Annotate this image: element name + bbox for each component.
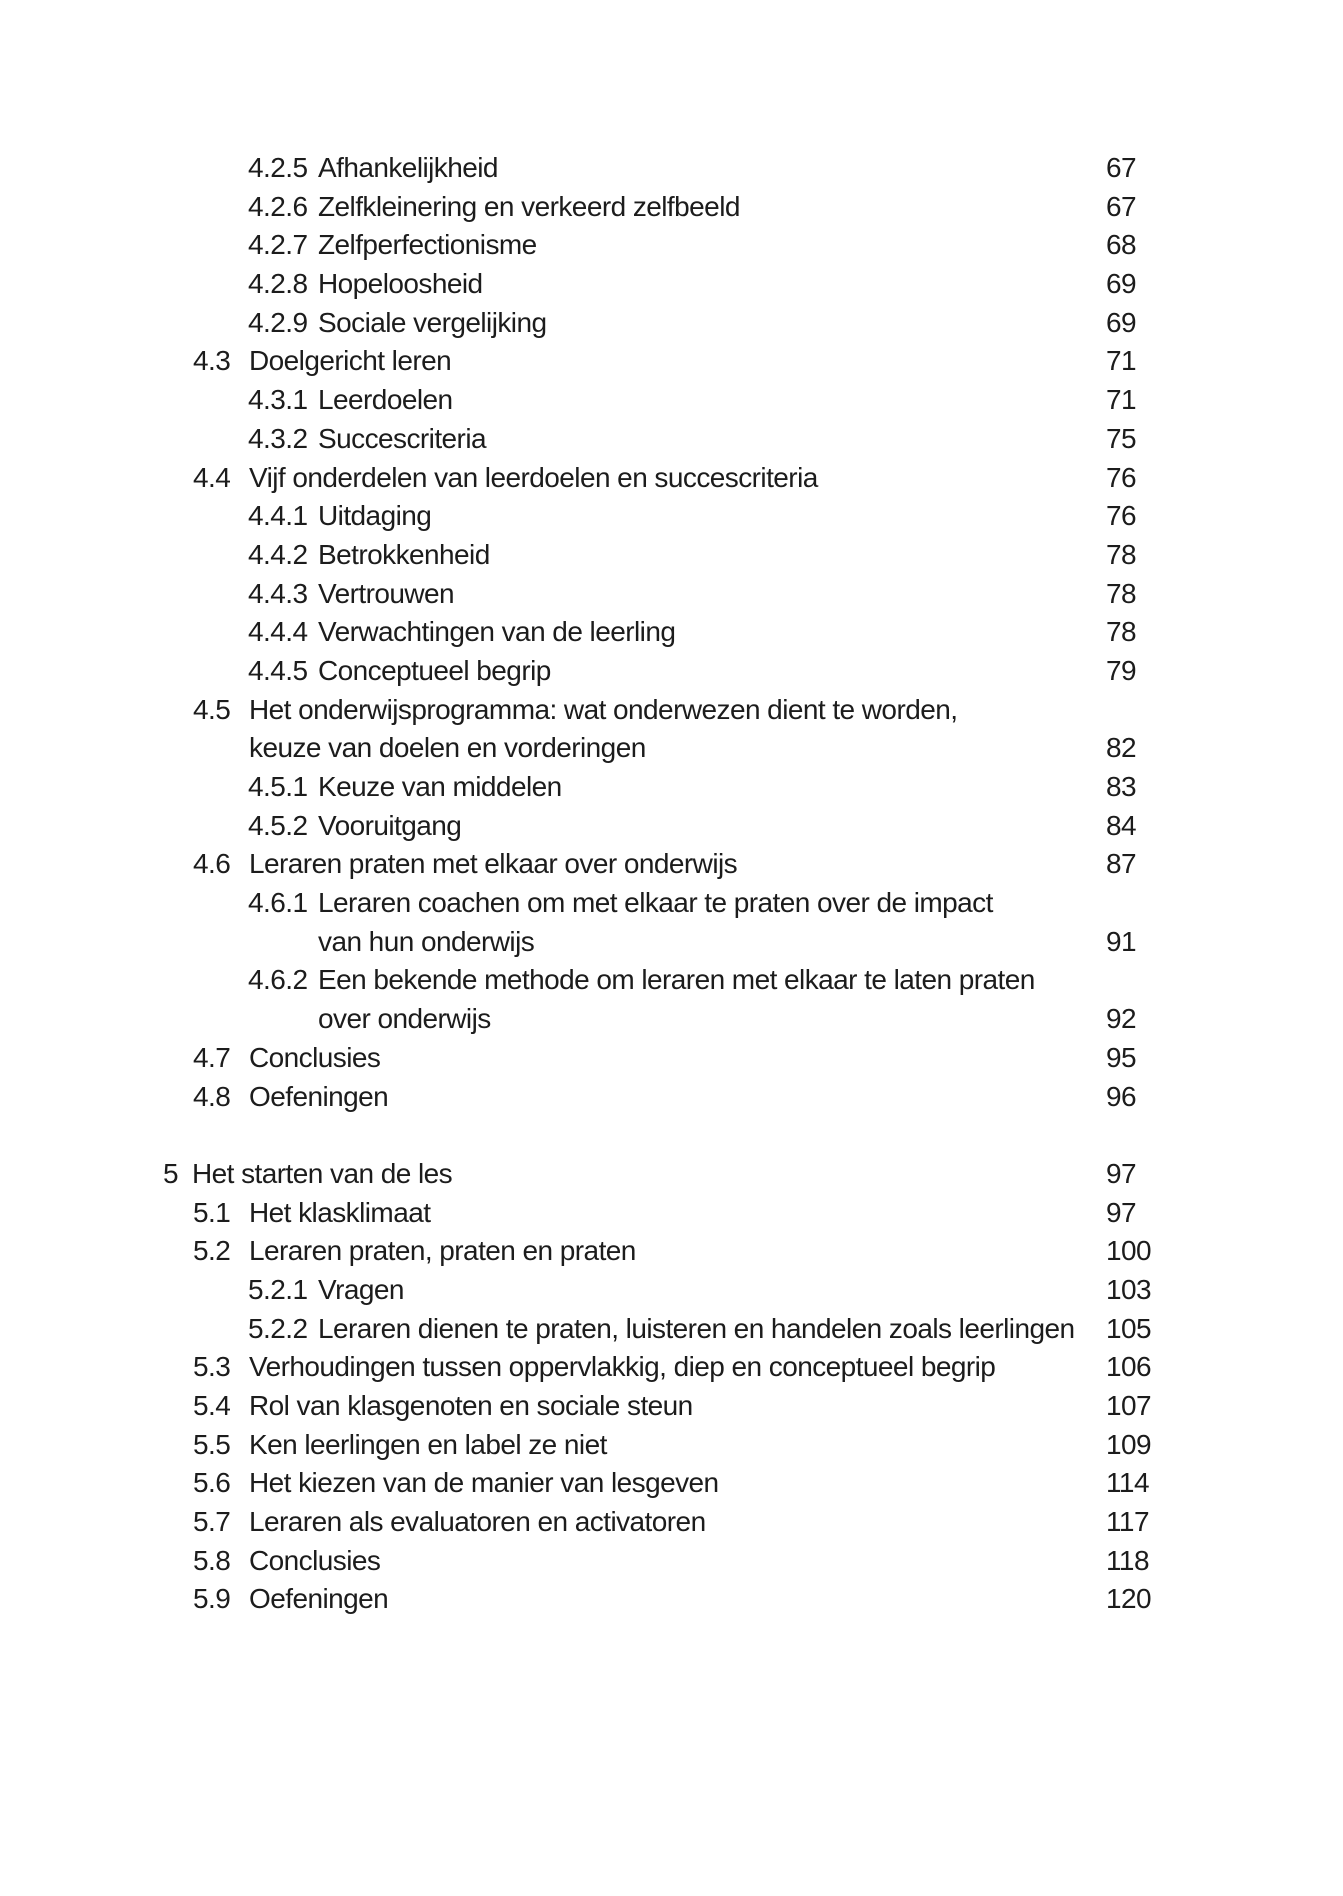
toc-entry-number: 5.2.1 [248, 1273, 308, 1305]
toc-entry-title: over onderwijs [318, 1003, 491, 1035]
toc-entry-title: Rol van klasgenoten en sociale steun [249, 1390, 693, 1421]
toc-entry-line [0, 1271, 1343, 1310]
toc-entry-title: Conclusies [249, 1544, 381, 1576]
toc-entry-line [0, 575, 1343, 614]
toc-entry-page-number: 109 [1106, 1428, 1152, 1460]
toc-entry-page-number: 76 [1106, 461, 1137, 493]
toc-entry-line [0, 729, 1343, 768]
toc-entry-number: 5.3 [193, 1351, 231, 1383]
toc-entry-line [0, 1426, 1343, 1465]
toc-entry-number: 4.2.6 [248, 190, 308, 222]
toc-entry-title: Zelfkleinering en verkeerd zelfbeeld [318, 190, 740, 222]
toc-entry-line [0, 613, 1343, 652]
toc-entry-title: Sociale vergelijking [318, 306, 547, 338]
toc-entry-line [0, 1387, 1343, 1426]
toc-entry-title: Ken leerlingen en label ze niet [249, 1428, 607, 1460]
toc-entry-line [0, 497, 1343, 536]
toc-entry-page-number: 68 [1106, 229, 1137, 261]
toc-entry-title: Conclusies [249, 1041, 381, 1073]
toc-entry-line [0, 188, 1343, 227]
toc-entry-page-number: 82 [1106, 732, 1137, 764]
toc-entry-number: 4.5.1 [248, 771, 308, 802]
toc-entry-number: 5.2.2 [248, 1312, 308, 1344]
toc-entry-number: 4.2.7 [248, 229, 308, 261]
toc-entry-page-number: 96 [1106, 1080, 1137, 1112]
toc-entry-number: 4.8 [193, 1080, 231, 1112]
toc-entry-page-number: 78 [1106, 616, 1137, 648]
toc-entry-line [0, 265, 1343, 304]
toc-entry-line [0, 923, 1343, 962]
toc-entry-line [0, 1078, 1343, 1117]
toc-entry-number: 4.4.1 [248, 500, 308, 532]
toc-entry-line [0, 1155, 1343, 1194]
toc-entry-page-number: 71 [1106, 345, 1137, 377]
toc-entry-page-number: 117 [1106, 1506, 1149, 1538]
toc-entry-page-number: 87 [1106, 848, 1137, 880]
toc-entry-number: 4.6.1 [248, 887, 308, 919]
toc-entry-number: 4.3.1 [248, 384, 308, 416]
toc-entry-line [0, 381, 1343, 420]
toc-entry-line [0, 1000, 1343, 1039]
toc-entry-line [0, 807, 1343, 846]
toc-entry-title: Vijf onderdelen van leerdoelen en succescriteria [249, 461, 818, 493]
toc-entry-page-number: 67 [1106, 190, 1137, 222]
toc-entry-number: 4.4.5 [248, 654, 308, 686]
toc-entry-line [0, 845, 1343, 884]
toc-entry-line [0, 1464, 1343, 1503]
toc-entry-page-number: 92 [1106, 1003, 1137, 1035]
toc-entry-line [0, 342, 1343, 381]
toc-entry-title: Uitdaging [318, 500, 432, 532]
toc-entry-number: 4.3.2 [248, 422, 308, 454]
toc-entry-page-number: 69 [1106, 268, 1137, 300]
toc-entry-number: 4.2.8 [248, 268, 308, 300]
toc-entry-number: 4.3 [193, 345, 231, 377]
toc-entry-number: 4.6.2 [248, 964, 308, 996]
toc-entry-number: 4.5.2 [248, 809, 308, 841]
toc-entry-page-number: 95 [1106, 1041, 1137, 1073]
toc-entry-number: 5.1 [193, 1196, 231, 1228]
toc-entry-page-number: 106 [1106, 1351, 1152, 1383]
toc-entry-page-number: 69 [1106, 306, 1137, 338]
toc-entry-page-number: 78 [1106, 577, 1137, 609]
toc-entry-title: keuze van doelen en vorderingen [249, 732, 646, 764]
toc-entry-line [0, 1232, 1343, 1271]
toc-entry-title: Vooruitgang [318, 809, 462, 841]
toc-entry-line [0, 1039, 1343, 1078]
toc-entry-title: Verwachtingen van de leerling [318, 616, 676, 648]
toc-entry-title: Leraren praten, praten en praten [249, 1235, 636, 1267]
toc-entry-page-number: 76 [1106, 500, 1137, 532]
toc-entry-title: Vertrouwen [318, 577, 455, 609]
toc-entry-page-number: 105 [1106, 1312, 1152, 1344]
toc-entry-number: 4.2.5 [248, 152, 308, 183]
toc-entry-number: 5.7 [193, 1506, 231, 1538]
toc-entry-page-number: 107 [1106, 1390, 1152, 1421]
toc-entry-page-number: 97 [1106, 1157, 1137, 1189]
toc-entry-title: Succescriteria [318, 422, 486, 454]
toc-entry-title: Vragen [318, 1273, 404, 1305]
toc-entry-title: Het starten van de les [192, 1157, 453, 1189]
toc-entry-number: 4.4 [193, 461, 231, 493]
toc-entry-title: Keuze van middelen [318, 771, 562, 802]
toc-entry-number: 5.2 [193, 1235, 231, 1267]
toc-entry-number: 5 [163, 1157, 179, 1189]
toc-entry-title: Betrokkenheid [318, 538, 490, 570]
toc-entry-line [0, 420, 1343, 459]
toc-entry-line [0, 536, 1343, 575]
toc-entry-page-number: 67 [1106, 152, 1137, 183]
toc-entry-page-number: 75 [1106, 422, 1137, 454]
toc-entry-title: Oefeningen [249, 1080, 389, 1112]
toc-entry-line [0, 961, 1343, 1000]
toc-entry-title: Het klasklimaat [249, 1196, 431, 1228]
toc-entry-line [0, 1580, 1343, 1619]
toc-entry-page-number: 100 [1106, 1235, 1152, 1267]
toc-entry-number: 4.7 [193, 1041, 231, 1073]
toc-entry-number: 4.4.2 [248, 538, 308, 570]
toc-entry-title: Hopeloosheid [318, 268, 483, 300]
toc-entry-line [0, 768, 1343, 807]
toc-entry-page-number: 71 [1106, 384, 1137, 416]
toc-entry-page-number: 118 [1106, 1544, 1149, 1576]
toc-entry-page-number: 120 [1106, 1583, 1152, 1615]
toc-entry-page-number: 84 [1106, 809, 1137, 841]
toc-entry-page-number: 78 [1106, 538, 1137, 570]
toc-entry-line [0, 1348, 1343, 1387]
toc-entry-title: Conceptueel begrip [318, 654, 551, 686]
toc-entry-number: 5.4 [193, 1390, 231, 1421]
toc-entry-title: Zelfperfectionisme [318, 229, 537, 261]
toc-entry-page-number: 83 [1106, 771, 1137, 802]
toc-entry-line [0, 691, 1343, 730]
toc-entry-page-number: 97 [1106, 1196, 1137, 1228]
toc-entry-title: Leraren als evaluatoren en activatoren [249, 1506, 706, 1538]
toc-entry-page-number: 114 [1106, 1467, 1149, 1499]
toc-entry-title: Het onderwijsprogramma: wat onderwezen dient te worden, [249, 693, 958, 725]
toc-entry-line [0, 149, 1343, 188]
toc-entry-number: 4.2.9 [248, 306, 308, 338]
toc-entry-page-number: 103 [1106, 1273, 1152, 1305]
toc-entry-number: 4.4.4 [248, 616, 308, 648]
toc-entry-line [0, 1503, 1343, 1542]
toc-entry-title: Een bekende methode om leraren met elkaar te laten praten [318, 964, 1035, 996]
toc-entry-number: 5.6 [193, 1467, 231, 1499]
toc-entry-number: 4.6 [193, 848, 231, 880]
toc-entry-line [0, 884, 1343, 923]
toc-entry-number: 5.8 [193, 1544, 231, 1576]
toc-entry-title: Leraren coachen om met elkaar te praten over de impact [318, 887, 993, 919]
toc-entry-line [0, 226, 1343, 265]
toc-entry-number: 4.5 [193, 693, 231, 725]
toc-entry-title: Oefeningen [249, 1583, 389, 1615]
toc-list [0, 149, 1343, 1619]
toc-entry-line [0, 652, 1343, 691]
toc-entry-line [0, 1542, 1343, 1581]
toc-entry-title: Leerdoelen [318, 384, 453, 416]
toc-entry-line [0, 1310, 1343, 1349]
toc-section-spacer [0, 1116, 1343, 1155]
toc-entry-number: 5.9 [193, 1583, 231, 1615]
toc-entry-title: Leraren dienen te praten, luisteren en handelen zoals leerlingen [318, 1312, 1075, 1344]
toc-entry-line [0, 1194, 1343, 1233]
toc-entry-line [0, 459, 1343, 498]
toc-entry-number: 4.4.3 [248, 577, 308, 609]
toc-entry-title: Het kiezen van de manier van lesgeven [249, 1467, 719, 1499]
toc-entry-title: Leraren praten met elkaar over onderwijs [249, 848, 738, 880]
toc-entry-title: Doelgericht leren [249, 345, 452, 377]
toc-entry-title: Verhoudingen tussen oppervlakkig, diep en conceptueel begrip [249, 1351, 996, 1383]
toc-entry-page-number: 91 [1106, 925, 1137, 957]
toc-entry-line [0, 304, 1343, 343]
toc-entry-title: van hun onderwijs [318, 925, 535, 957]
toc-entry-page-number: 79 [1106, 654, 1137, 686]
toc-entry-number: 5.5 [193, 1428, 231, 1460]
toc-entry-title: Afhankelijkheid [318, 152, 498, 183]
